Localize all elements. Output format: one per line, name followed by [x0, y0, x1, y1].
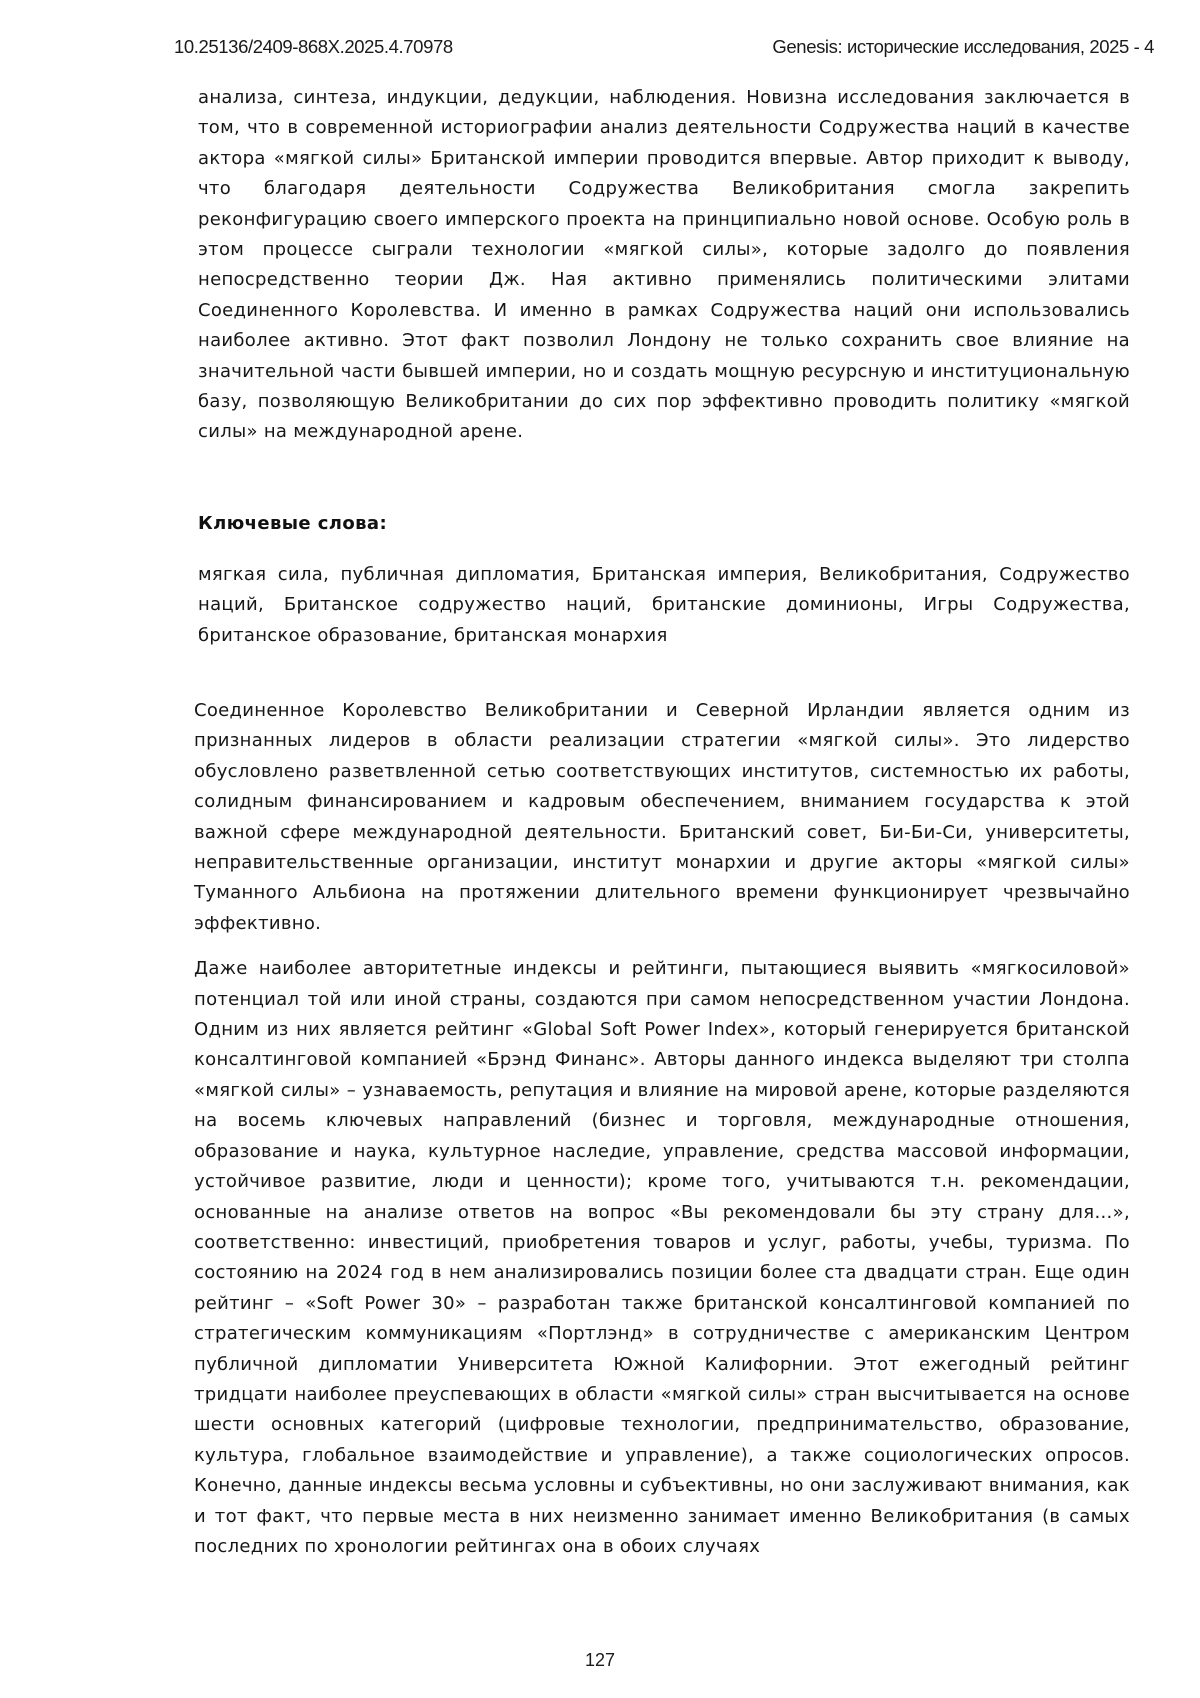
keywords-list: мягкая сила, публичная дипломатия, Британская империя, Великобритания, Содружество наций, Британское содружество наций, британские доминионы, Игры Содружества, британское образование, британская монархия — [198, 564, 1130, 646]
article-body — [194, 696, 1130, 1577]
page-header — [174, 36, 1154, 62]
body-paragraph-2: Даже наиболее авторитетные индексы и рейтинги, пытающиеся выявить «мягкосиловой» потенциал той или иной страны, создаются при самом непосредственном участии Лондона. Одним из них является рейтинг «Global Soft Power Index», который генерируется британской консалтинговой компанией «Брэнд Финанс». Авторы данного индекса выделяют три столпа «мягкой силы» – узнаваемость, репутация и влияние на мировой арене, которые разделяются на восемь ключевых направлений (бизнес и торговля, международные отношения, образование и наука, культурное наследие, управление, средства массовой информации, устойчивое развитие, люди и ценности); кроме того, учитываются т.н. рекомендации, основанные на анализе ответов на вопрос «Вы рекомендовали бы эту страну для…», соответственно: инвестиций, приобретения товаров и услуг, работы, учебы, туризма. По состоянию на 2024 год в нем анализировались позиции более ста двадцати стран. Еще один рейтинг – «Soft Power 30» – разработан также британской консалтинговой компанией по стратегическим коммуникациям «Портлэнд» в сотрудничестве с американским Центром публичной дипломатии Университета Южной Калифорнии. Этот ежегодный рейтинг тридцати наиболее преуспевающих в области «мягкой силы» стран высчитывается на основе шести основных категорий (цифровые технологии, предпринимательство, образование, культура, глобальное взаимодействие и управление), а также социологических опросов. Конечно, данные индексы весьма условны и субъективны, но они заслуживают внимания, как и тот факт, что первые места в них неизменно занимает именно Великобритания (в самых последних по хронологии рейтингах она в обоих случаях — [194, 958, 1130, 1557]
keywords-heading: Ключевые слова: — [198, 513, 388, 534]
journal-title: Genesis: исторические исследования, 2025 - 4 — [772, 36, 1154, 57]
doi-label: 10.25136/2409-868X.2025.4.70978 — [174, 36, 453, 57]
abstract-continuation: анализа, синтеза, индукции, дедукции, наблюдения. Новизна исследования заключается в том, что в современной историографии анализ деятельности Содружества наций в качестве актора «мягкой силы» Британской империи проводится впервые. Автор приходит к выводу, что благодаря деятельности Содружества Великобритания смогла закрепить реконфигурацию своего имперского проекта на принципиально новой основе. Особую роль в этом процессе сыграли технологии «мягкой силы», которые задолго до появления непосредственно теории Дж. Ная активно применялись политическими элитами Соединенного Королевства. И именно в рамках Содружества наций они использовались наиболее активно. Этот факт позволил Лондону не только сохранить свое влияние на значительной части бывшей империи, но и создать мощную ресурсную и институциональную базу, позволяющую Великобритании до сих пор эффективно проводить политику «мягкой силы» на международной арене. — [198, 87, 1130, 443]
body-paragraph-1: Соединенное Королевство Великобритании и Северной Ирландии является одним из признанных лидеров в области реализации стратегии «мягкой силы». Это лидерство обусловлено разветвленной сетью соответствующих институтов, системностью их работы, солидным финансированием и кадровым обеспечением, вниманием государства к этой важной сфере международной деятельности. Британский совет, Би-Би-Си, университеты, неправительственные организации, институт монархии и другие акторы «мягкой силы» Туманного Альбиона на протяжении длительного времени функционирует чрезвычайно эффективно. — [194, 700, 1130, 934]
page-number: 127 — [584, 1650, 616, 1670]
